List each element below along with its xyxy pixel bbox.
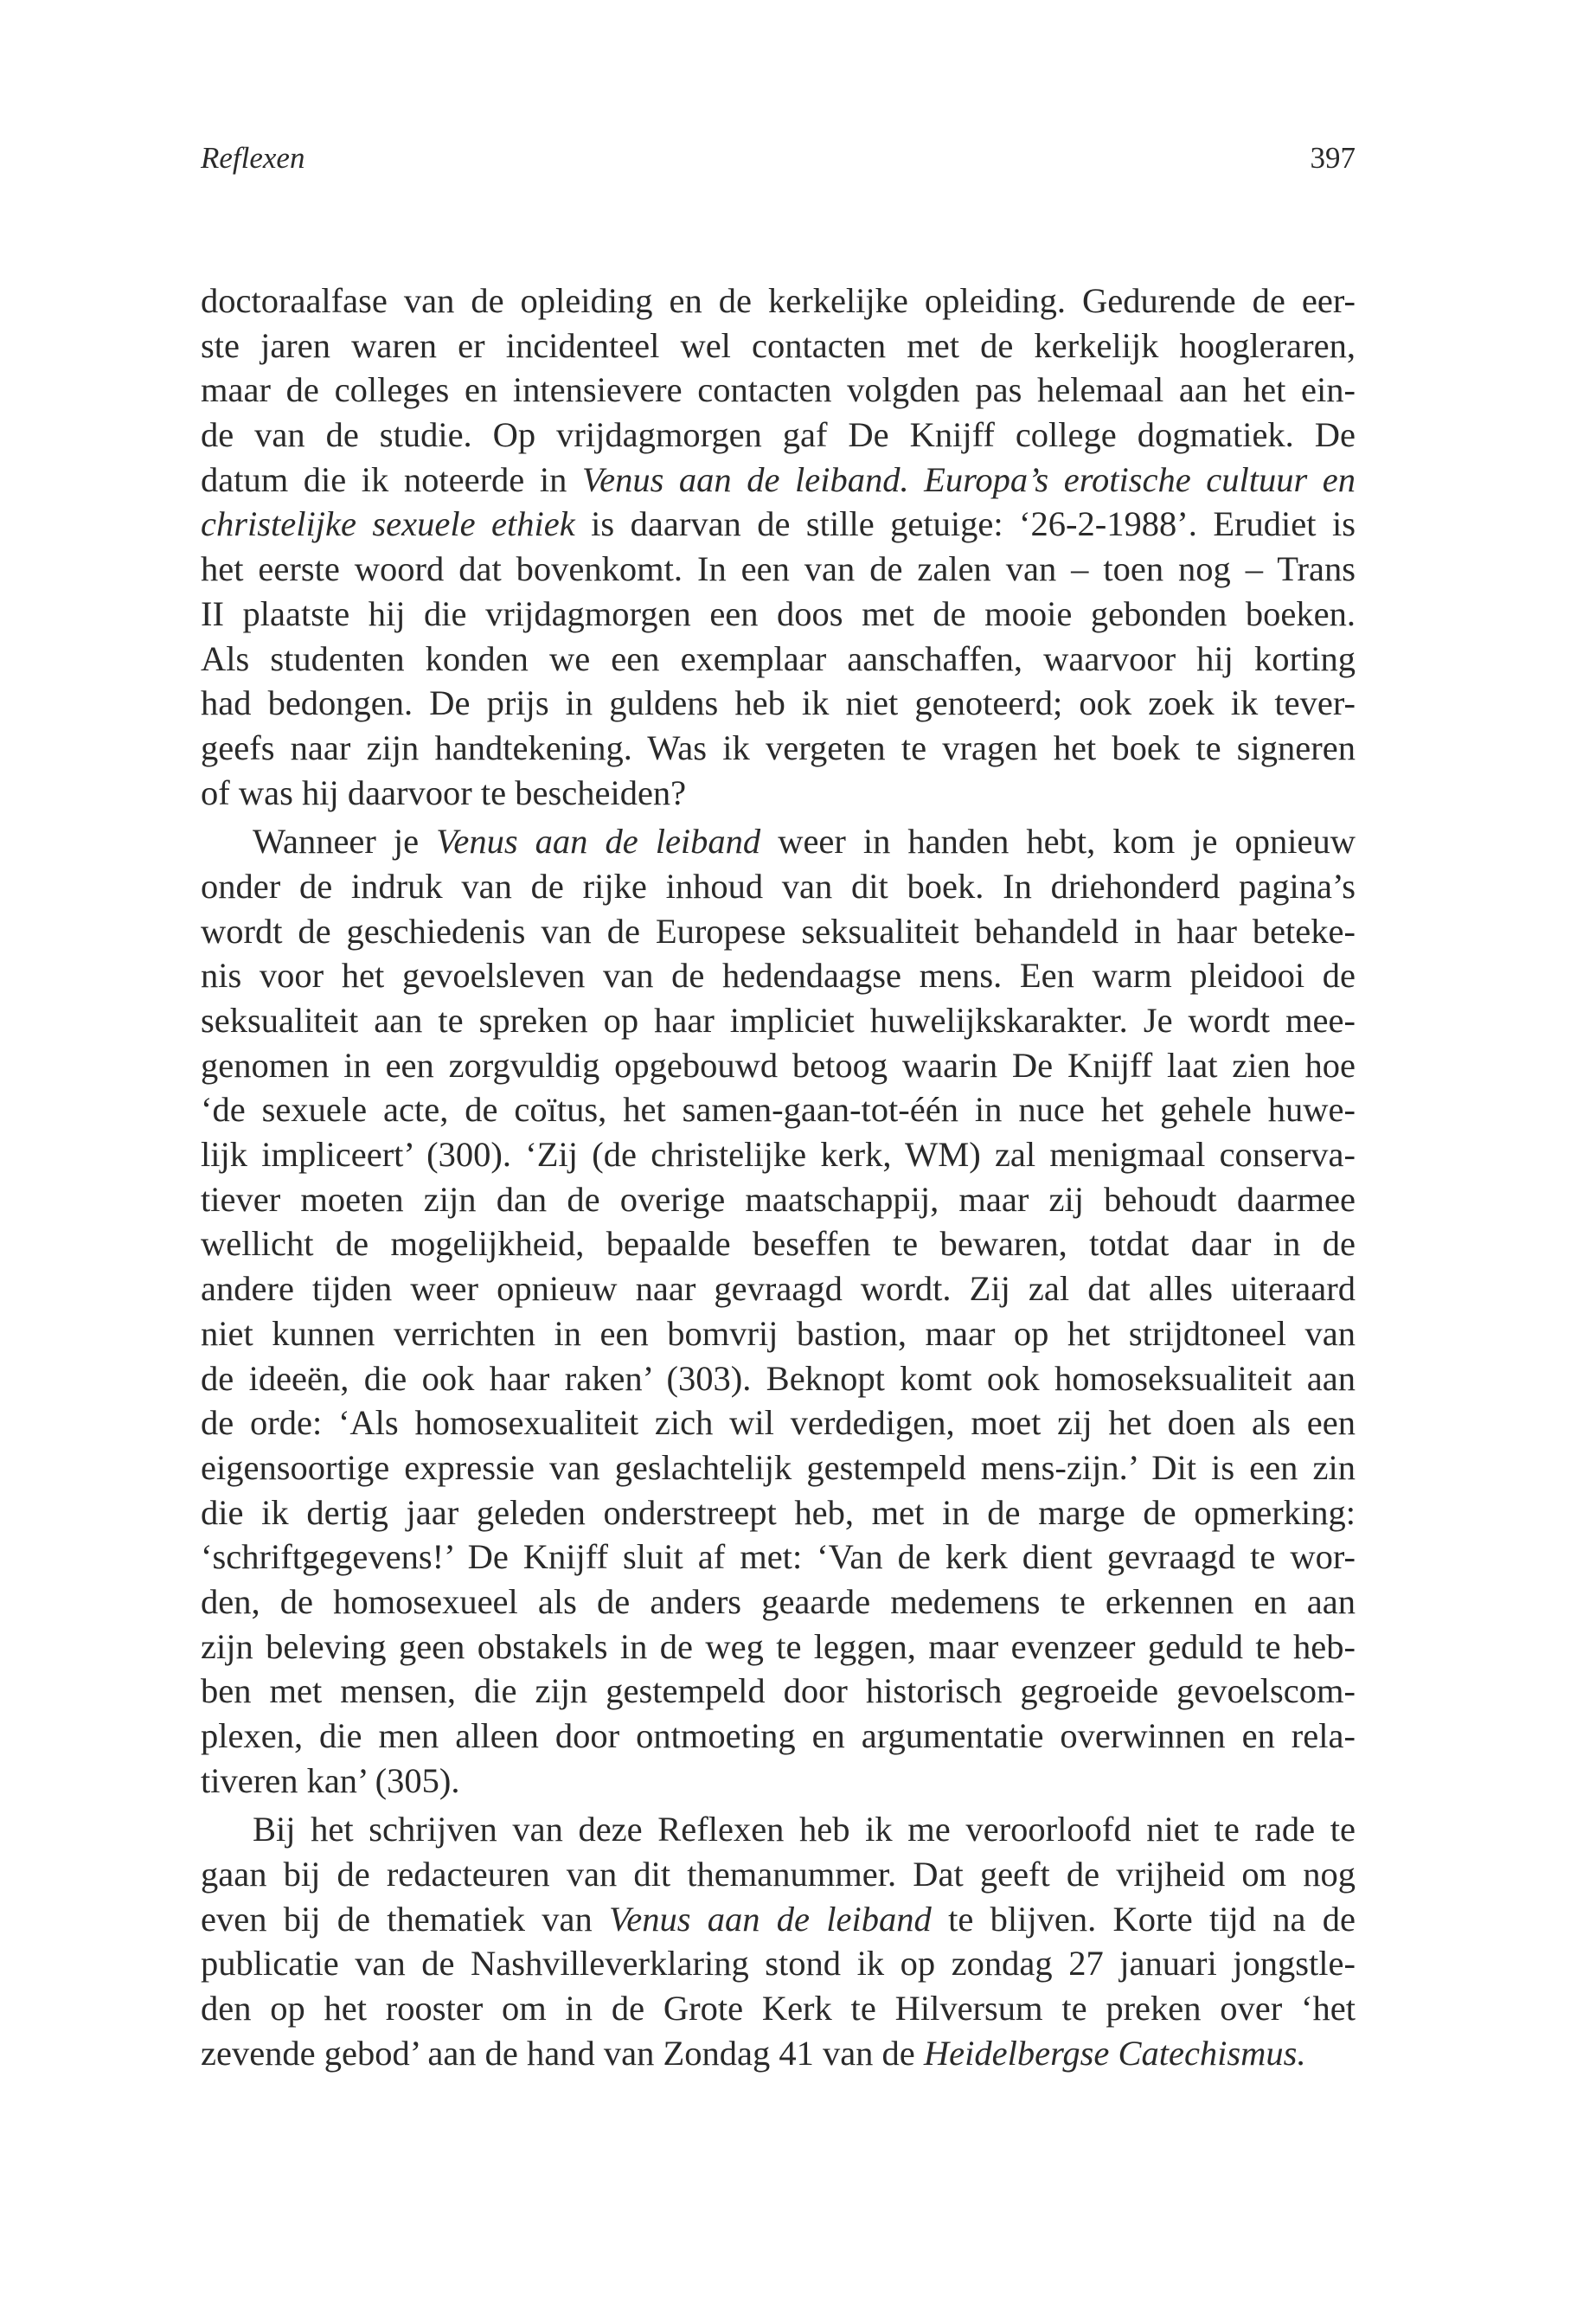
- text-line: [201, 1132, 1356, 1177]
- text-line: [201, 547, 1356, 592]
- text-run: tiveren kan’ (305).: [201, 1760, 460, 1800]
- text-line: [201, 681, 1356, 726]
- italic-text: Venus aan de leiband: [436, 822, 761, 862]
- running-head: [201, 138, 1356, 178]
- text-line: [201, 324, 1356, 369]
- italic-text: christelijke sexuele ethiek: [201, 504, 575, 544]
- text-line: [201, 2031, 1356, 2076]
- text-run: ste jaren waren er incidenteel wel contacten met de kerkelijk hoogleraren,: [201, 325, 1356, 365]
- text-line: [201, 368, 1356, 413]
- paragraph: [201, 1807, 1356, 2075]
- text-run: datum die ik noteerde in: [201, 459, 582, 499]
- text-run: te blijven. Korte tijd na de: [931, 1899, 1356, 1939]
- text-run: ben met mensen, die zijn gestempeld door historisch gegroeide gevoelscom-: [201, 1671, 1356, 1711]
- text-run: had bedongen. De prijs in guldens heb ik niet genoteerd; ook zoek ik tever-: [201, 683, 1356, 723]
- text-run: ‘schriftgegevens!’ De Knijff sluit af met: ‘Van de kerk dient gevraagd te wor-: [201, 1537, 1356, 1577]
- body-text: [201, 279, 1356, 2076]
- text-line: [201, 1986, 1356, 2031]
- text-line: [201, 909, 1356, 954]
- text-line: [201, 1759, 1356, 1804]
- text-line: [201, 819, 1356, 864]
- text-run: zevende gebod’ aan de hand van Zondag 41 van de: [201, 2033, 924, 2073]
- text-line: [201, 1043, 1356, 1088]
- text-line: [201, 1266, 1356, 1311]
- text-run: het eerste woord dat bovenkomt. In een van de zalen van – toen nog – Trans: [201, 549, 1356, 589]
- text-line: [201, 1400, 1356, 1445]
- text-line: [201, 1625, 1356, 1670]
- text-line: [201, 771, 1356, 816]
- text-run: even bij de thematiek van: [201, 1899, 609, 1939]
- text-run: doctoraalfase van de opleiding en de kerkelijke opleiding. Gedurende de eer-: [201, 281, 1356, 320]
- text-line: [201, 1669, 1356, 1714]
- text-line: [201, 1221, 1356, 1266]
- italic-text: Venus aan de leiband. Europa’s erotische cultuur en: [581, 459, 1356, 499]
- text-run: de van de studie. Op vrijdagmorgen gaf De Knijff college dogmatiek. De: [201, 415, 1356, 455]
- text-line: [201, 1356, 1356, 1401]
- italic-text: Heidelbergse Catechismus.: [923, 2033, 1306, 2073]
- text-line: [201, 279, 1356, 324]
- text-line: [201, 953, 1356, 998]
- text-run: nis voor het gevoelsleven van de hedendaagse mens. Een warm pleidooi de: [201, 956, 1356, 996]
- text-run: publicatie van de Nashvilleverklaring stond ik op zondag 27 januari jongstle-: [201, 1944, 1356, 1984]
- text-run: weer in handen hebt, kom je opnieuw: [760, 822, 1356, 862]
- text-line: [201, 1535, 1356, 1580]
- text-run: de ideeën, die ook haar raken’ (303). Beknopt komt ook homoseksualiteit aan: [201, 1358, 1356, 1398]
- text-run: tiever moeten zijn dan de overige maatschappij, maar zij behoudt daarmee: [201, 1179, 1356, 1219]
- text-run: of was hij daarvoor te bescheiden?: [201, 772, 687, 812]
- italic-text: Venus aan de leiband: [609, 1899, 932, 1939]
- text-run: genomen in een zorgvuldig opgebouwd betoog waarin De Knijff laat zien hoe: [201, 1045, 1356, 1085]
- text-run: geefs naar zijn handtekening. Was ik vergeten te vragen het boek te signeren: [201, 727, 1356, 767]
- text-run: gaan bij de redacteuren van dit themanummer. Dat geeft de vrijheid om nog: [201, 1855, 1356, 1894]
- text-line: [201, 637, 1356, 682]
- text-line: [201, 1445, 1356, 1490]
- text-line: [201, 1177, 1356, 1222]
- paragraph: [201, 279, 1356, 815]
- text-run: den, de homosexueel als de anders geaarde medemens te erkennen en aan: [201, 1581, 1356, 1621]
- text-line: [201, 502, 1356, 547]
- text-line: [201, 1490, 1356, 1535]
- text-run: is daarvan de stille getuige: ‘26-2-1988’. Erudiet is: [574, 504, 1356, 544]
- text-run: ‘de sexuele acte, de coïtus, het samen-gaan-tot-één in nuce het gehele huwe-: [201, 1090, 1356, 1130]
- text-line: [201, 1087, 1356, 1132]
- text-run: maar de colleges en intensievere contacten volgden pas helemaal aan het ein-: [201, 370, 1356, 410]
- text-line: [201, 1897, 1356, 1942]
- text-run: andere tijden weer opnieuw naar gevraagd wordt. Zij zal dat alles uiteraard: [201, 1269, 1356, 1309]
- text-run: wellicht de mogelijkheid, bepaalde beseffen te bewaren, totdat daar in de: [201, 1224, 1356, 1264]
- text-run: Wanneer je: [253, 822, 437, 862]
- text-line: [201, 1311, 1356, 1356]
- text-run: Bij het schrijven van deze Reflexen heb ik me veroorloofd niet te rade te: [253, 1810, 1356, 1849]
- text-run: de orde: ‘Als homosexualiteit zich wil verdedigen, moet zij het doen als een: [201, 1403, 1356, 1443]
- text-line: [201, 1580, 1356, 1625]
- text-line: [201, 1714, 1356, 1759]
- text-run: II plaatste hij die vrijdagmorgen een doos met de mooie gebonden boeken.: [201, 593, 1356, 633]
- text-line: [201, 864, 1356, 909]
- page-number: 397: [1310, 141, 1356, 175]
- text-line: [201, 726, 1356, 771]
- text-run: die ik dertig jaar geleden onderstreept heb, met in de marge de opmerking:: [201, 1492, 1356, 1532]
- text-run: niet kunnen verrichten in een bomvrij bastion, maar op het strijdtoneel van: [201, 1313, 1356, 1353]
- text-run: lijk impliceert’ (300). ‘Zij (de christelijke kerk, WM) zal menigmaal conserva-: [201, 1135, 1356, 1175]
- text-run: plexen, die men alleen door ontmoeting en argumentatie overwinnen en rela-: [201, 1716, 1356, 1755]
- text-line: [201, 413, 1356, 458]
- text-run: den op het rooster om in de Grote Kerk te Hilversum te preken over ‘het: [201, 1989, 1356, 2029]
- text-line: [201, 998, 1356, 1043]
- text-run: wordt de geschiedenis van de Europese seksualiteit behandeld in haar beteke-: [201, 911, 1356, 951]
- text-run: eigensoortige expressie van geslachtelijk gestempeld mens-zijn.’ Dit is een zin: [201, 1447, 1356, 1487]
- text-run: onder de indruk van de rijke inhoud van dit boek. In driehonderd pagina’s: [201, 866, 1356, 906]
- text-run: seksualiteit aan te spreken op haar impliciet huwelijkskarakter. Je wordt mee-: [201, 1001, 1356, 1040]
- text-line: [201, 1941, 1356, 1986]
- text-line: [201, 458, 1356, 503]
- paragraph: [201, 819, 1356, 1803]
- text-run: zijn beleving geen obstakels in de weg te leggen, maar evenzeer geduld te heb-: [201, 1626, 1356, 1666]
- text-line: [201, 1852, 1356, 1897]
- text-run: Als studenten konden we een exemplaar aanschaffen, waarvoor hij korting: [201, 638, 1356, 678]
- text-line: [201, 1807, 1356, 1852]
- text-line: [201, 592, 1356, 637]
- running-title: Reflexen: [201, 141, 305, 175]
